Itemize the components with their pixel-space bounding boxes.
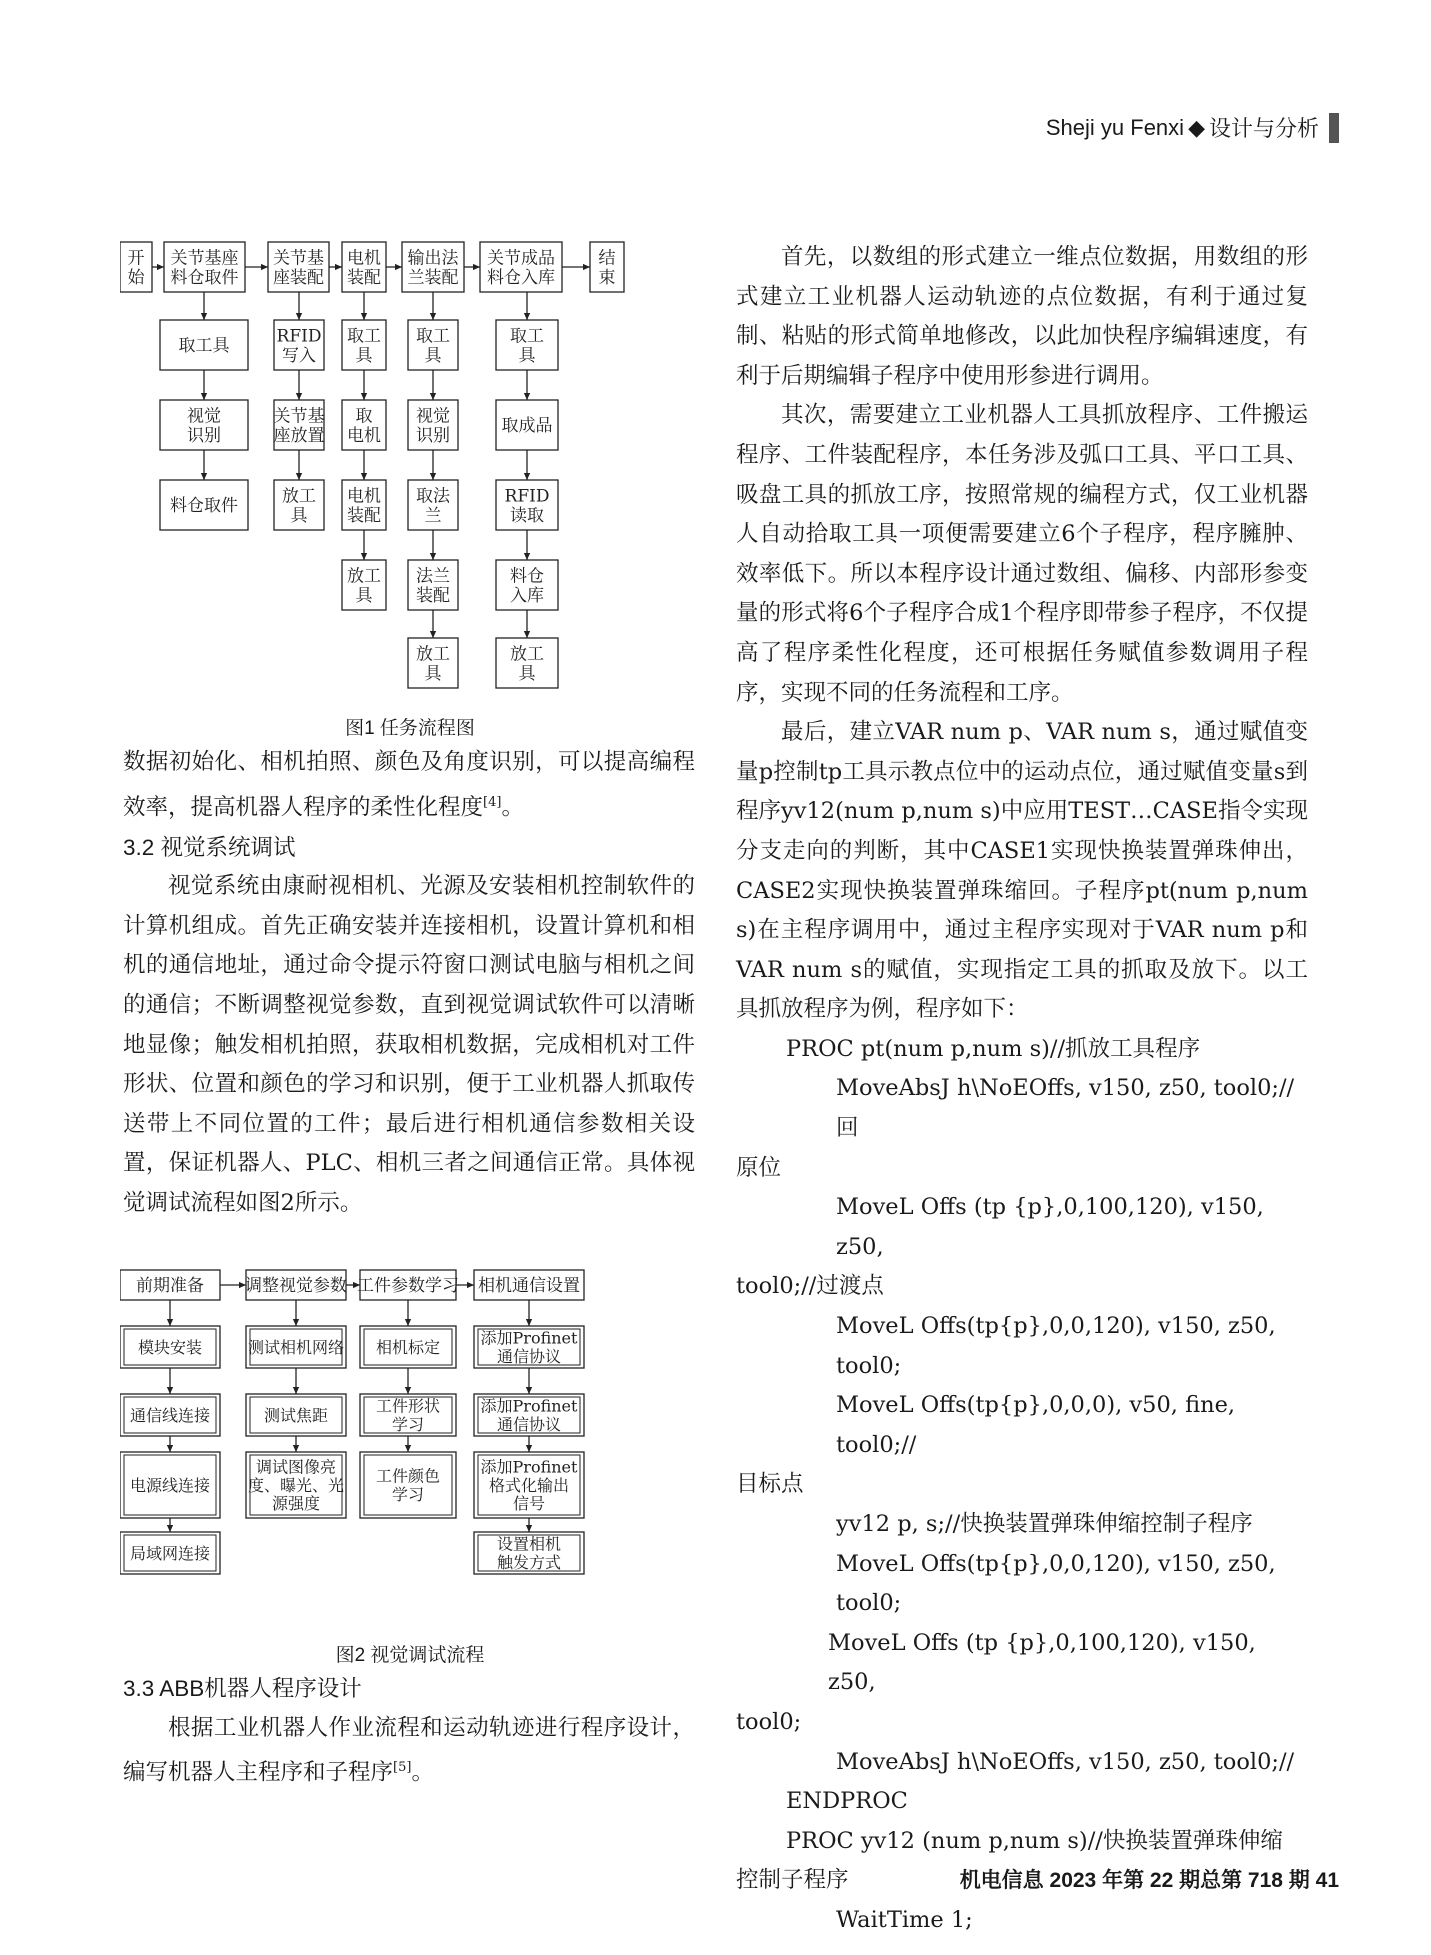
fig1-col4-box-2-text: 取法 bbox=[416, 486, 450, 507]
code-line: tool0;//过渡点 bbox=[736, 1273, 884, 1300]
fig1-col3-box-0-text: 具 bbox=[355, 345, 373, 366]
fig1-col4-arrow-4-head bbox=[430, 631, 436, 638]
fig1-top-box-3-text: 电机 bbox=[347, 248, 381, 269]
fig1-col1-box-2-text: 料仓取件 bbox=[170, 496, 238, 517]
fig1-top-box-4-text: 兰装配 bbox=[407, 267, 459, 288]
fig2-col4-box-2-text: 格式化输出 bbox=[488, 1475, 570, 1495]
right-paragraph-1: 首先，以数组的形式建立一维点位数据，用数组的形式建立工业机器人运动轨迹的点位数据，有利于通过复制、粘贴的形式简单地修改，以此加快程序编辑速度，有利于后期编辑子程序中使用形参进行调用。 bbox=[736, 244, 1308, 389]
fig2-col4-arrow-3-head bbox=[526, 1525, 532, 1532]
right-paragraph-2: 其次，需要建立工业机器人工具抓放程序、工件搬运程序、工件装配程序，本任务涉及弧口工具、平口工具、吸盘工具的抓放工序，按照常规的编程方式，仅工业机器人自动拾取工具一项便需要建立6个子程序，程序臃肿、效率低下。所以本程序设计通过数组、偏移、内部形参变量的形式将6个子程序合成1个程序即带参子程序，不仅提高了程序柔性化程度，还可根据任务赋值参数调用子程序，实现不同的任务流程和工序。 bbox=[736, 402, 1308, 706]
fig2-col1-box-3-text: 局域网连接 bbox=[129, 1543, 211, 1563]
fig1-col4-box-1-text: 识别 bbox=[416, 425, 450, 446]
fig1-top-box-0-text: 开 bbox=[127, 248, 145, 269]
fig1-col2-arrow-0-head bbox=[296, 313, 302, 320]
fig1-top-arrow-0-head bbox=[157, 264, 164, 270]
fig1-col5-box-3-text: 料仓 bbox=[510, 566, 544, 587]
fig1-col5-box-1-text: 取成品 bbox=[501, 416, 553, 437]
left-column bbox=[123, 743, 695, 1224]
left-paragraph-3: 根据工业机器人作业流程和运动轨迹进行程序设计，编写机器人主程序和子程序[5]。 bbox=[123, 1714, 695, 1786]
fig2-col4-box-1-text: 添加Profinet bbox=[480, 1396, 578, 1416]
fig1-col2-arrow-2-head bbox=[296, 473, 302, 480]
code-line: PROC yv12 (num p,num s)//快换装置弹珠伸缩 bbox=[786, 1827, 1283, 1854]
fig1-col1-box-0-text: 取工具 bbox=[178, 336, 230, 357]
figure1-caption: 图1 任务流程图 bbox=[345, 718, 475, 739]
fig1-col5-box-2-text: RFID bbox=[504, 486, 550, 507]
fig1-col3-box-1-text: 取 bbox=[355, 406, 373, 427]
fig1-col4-arrow-2-head bbox=[430, 473, 436, 480]
fig2-col3-box-2-text: 学习 bbox=[391, 1484, 425, 1504]
fig1-col5-arrow-1-head bbox=[524, 393, 530, 400]
fig2-header-text-1: 调整视觉参数 bbox=[245, 1276, 347, 1296]
fig1-col5-box-3-text: 入库 bbox=[510, 585, 544, 606]
right-paragraph-3: 最后，建立VAR num p、VAR num s，通过赋值变量p控制tp工具示教点位中的运动点位，通过赋值变量s到程序yv12(num p,num s)中应用TEST…CASE指令实现分支走向的判断，其中CASE1实现快换装置弹珠伸出，CASE2实现快换装置弹珠缩回。子程序pt(num p,num s)在主程序调用中，通过主程序实现对于VAR num p和VAR num s的赋值，实现指定工具的抓取及放下。以工具抓放程序为例，程序如下： bbox=[736, 719, 1308, 1023]
fig1-col2-arrow-1-head bbox=[296, 393, 302, 400]
fig2-col3-box-0-text: 相机标定 bbox=[375, 1337, 441, 1357]
fig1-col5-box-0-text: 取工 bbox=[510, 326, 544, 347]
fig2-col2-box-2-text: 源强度 bbox=[271, 1494, 321, 1514]
code-line: PROC pt(num p,num s)//抓放工具程序 bbox=[786, 1035, 1201, 1062]
fig2-col2-arrow-2-head bbox=[293, 1445, 299, 1452]
fig2-col4-box-1-text: 通信协议 bbox=[496, 1414, 562, 1434]
fig1-col3-arrow-3-head bbox=[361, 553, 367, 560]
fig2-header-text-3: 相机通信设置 bbox=[478, 1276, 580, 1296]
fig1-top-box-0-text: 始 bbox=[127, 267, 145, 288]
fig1-col3-box-3-text: 具 bbox=[355, 585, 373, 606]
fig2-col1-arrow-1-head bbox=[167, 1387, 173, 1394]
fig1-col2-box-2-text: 具 bbox=[290, 505, 308, 526]
fig1-col2-box-1-text: 关节基 bbox=[273, 406, 325, 427]
fig1-col3-arrow-0-head bbox=[361, 313, 367, 320]
fig2-col4-box-0-text: 添加Profinet bbox=[480, 1328, 578, 1348]
fig2-col4-box-0-text: 通信协议 bbox=[496, 1346, 562, 1366]
fig2-col3-box-2-text: 工件颜色 bbox=[375, 1466, 441, 1486]
fig1-top-arrow-3-head bbox=[395, 264, 402, 270]
fig2-col1-box-0-text: 模块安装 bbox=[137, 1337, 203, 1357]
code-line: MoveL Offs(tp{p},0,0,0), v50, fine, tool0;// bbox=[836, 1392, 1236, 1458]
fig2-header-arrow-2-head bbox=[467, 1282, 474, 1288]
fig1-col3-box-2-text: 电机 bbox=[347, 486, 381, 507]
fig1-col4-box-4-text: 放工 bbox=[416, 644, 450, 665]
fig1-col3-box-0-text: 取工 bbox=[347, 326, 381, 347]
fig1-top-box-3-text: 装配 bbox=[347, 267, 381, 288]
fig2-col4-arrow-1-head bbox=[526, 1387, 532, 1394]
fig1-top-box-5-text: 关节成品 bbox=[487, 248, 555, 269]
fig1-col4-box-1-text: 视觉 bbox=[416, 406, 450, 427]
fig1-col3-arrow-2-head bbox=[361, 473, 367, 480]
fig2-col2-box-2-text: 度、曝光、光 bbox=[247, 1475, 345, 1495]
fig1-top-arrow-1-head bbox=[261, 264, 268, 270]
code-line: tool0; bbox=[736, 1708, 802, 1735]
code-line: WaitTime 1; bbox=[836, 1906, 973, 1933]
fig2-col1-arrow-2-head bbox=[167, 1445, 173, 1452]
fig1-col5-box-4-text: 放工 bbox=[510, 644, 544, 665]
fig2-col3-box-1-text: 学习 bbox=[391, 1414, 425, 1434]
fig2-col4-box-2-text: 信号 bbox=[512, 1494, 546, 1514]
fig2-col4-box-3-text: 触发方式 bbox=[496, 1552, 562, 1572]
fig1-col4-box-3-text: 装配 bbox=[416, 585, 450, 606]
fig2-header-text-0: 前期准备 bbox=[136, 1276, 204, 1296]
fig1-col3-box-1-text: 电机 bbox=[347, 425, 381, 446]
fig1-col3-arrow-1-head bbox=[361, 393, 367, 400]
fig2-col2-arrow-0-head bbox=[293, 1319, 299, 1326]
running-header bbox=[1046, 112, 1339, 143]
fig1-col4-box-2-text: 兰 bbox=[424, 505, 442, 526]
header-latin: Sheji yu Fenxi bbox=[1045, 114, 1185, 140]
page-footer: 机电信息 2023 年第 22 期总第 718 期 41 bbox=[959, 1869, 1339, 1892]
header-title: 设计与分析 bbox=[1208, 116, 1319, 141]
fig1-col2-box-0-text: 写入 bbox=[282, 345, 316, 366]
fig1-col5-arrow-2-head bbox=[524, 473, 530, 480]
fig1-col5-arrow-0-head bbox=[524, 313, 530, 320]
fig1-col4-box-4-text: 具 bbox=[424, 663, 442, 684]
code-line: MoveAbsJ h\NoEOffs, v150, z50, tool0;// bbox=[836, 1748, 1295, 1775]
fig1-col4-box-0-text: 取工 bbox=[416, 326, 450, 347]
figure1-flowchart bbox=[120, 240, 700, 700]
fig1-top-box-1-text: 关节基座 bbox=[170, 248, 239, 269]
fig1-col4-box-3-text: 法兰 bbox=[416, 566, 450, 587]
fig2-col2-arrow-1-head bbox=[293, 1387, 299, 1394]
fig1-top-box-6-text: 结 bbox=[598, 248, 616, 269]
code-line: 目标点 bbox=[736, 1471, 804, 1498]
section-3-2-heading: 3.2 视觉系统调试 bbox=[123, 834, 296, 860]
fig2-col4-box-2-text: 添加Profinet bbox=[480, 1457, 578, 1477]
fig1-col4-arrow-3-head bbox=[430, 553, 436, 560]
code-line: 原位 bbox=[736, 1154, 782, 1181]
fig1-col1-box-1-text: 识别 bbox=[187, 425, 221, 446]
fig1-col3-box-2-text: 装配 bbox=[347, 505, 381, 526]
fig2-col3-arrow-2-head bbox=[405, 1445, 411, 1452]
code-listing bbox=[736, 1030, 1308, 1941]
fig2-col4-arrow-0-head bbox=[526, 1319, 532, 1326]
section-3-3-heading: 3.3 ABB机器人程序设计 bbox=[123, 1676, 362, 1701]
fig1-col5-arrow-4-head bbox=[524, 631, 530, 638]
left-paragraph-1: 数据初始化、相机拍照、颜色及角度识别，可以提高编程效率，提高机器人程序的柔性化程度[4]。 bbox=[123, 749, 695, 821]
figure2-caption: 图2 视觉调试流程 bbox=[335, 1645, 485, 1666]
fig1-col5-box-0-text: 具 bbox=[518, 345, 536, 366]
fig2-col3-box-1-text: 工件形状 bbox=[375, 1396, 441, 1416]
fig1-top-arrow-4-head bbox=[473, 264, 480, 270]
fig1-col2-box-1-text: 座放置 bbox=[273, 425, 325, 446]
fig2-col4-arrow-2-head bbox=[526, 1445, 532, 1452]
right-column bbox=[736, 238, 1308, 1941]
fig1-top-arrow-2-head bbox=[335, 264, 342, 270]
fig1-top-box-4-text: 输出法 bbox=[407, 248, 459, 269]
code-line: yv12 p, s;//快换装置弹珠伸缩控制子程序 bbox=[836, 1511, 1253, 1537]
fig1-col4-arrow-0-head bbox=[430, 313, 436, 320]
fig1-col1-arrow-2-head bbox=[201, 473, 207, 480]
fig1-col5-box-4-text: 具 bbox=[518, 663, 536, 684]
fig1-col2-box-2-text: 放工 bbox=[282, 486, 316, 507]
fig2-col3-arrow-1-head bbox=[405, 1387, 411, 1394]
fig1-col1-arrow-1-head bbox=[201, 393, 207, 400]
fig2-col2-box-1-text: 测试焦距 bbox=[263, 1405, 329, 1425]
left-column-bottom bbox=[123, 1669, 695, 1793]
code-line: ENDPROC bbox=[786, 1788, 908, 1815]
fig2-header-text-2: 工件参数学习 bbox=[357, 1276, 459, 1296]
figure2-flowchart bbox=[120, 1268, 700, 1630]
fig1-col3-box-3-text: 放工 bbox=[347, 566, 381, 587]
fig2-col1-box-1-text: 通信线连接 bbox=[129, 1405, 211, 1425]
left-paragraph-2: 视觉系统由康耐视相机、光源及安装相机控制软件的计算机组成。首先正确安装并连接相机，设置计算机和相机的通信地址，通过命令提示符窗口测试电脑与相机之间的通信；不断调整视觉参数，直到视觉调试软件可以清晰地显像；触发相机拍照，获取相机数据，完成相机对工件形状、位置和颜色的学习和识别，便于工业机器人抓取传送带上不同位置的工件；最后进行相机通信参数相关设置，保证机器人、PLC、相机三者之间通信正常。具体视觉调试流程如图2所示。 bbox=[123, 873, 695, 1217]
header-bar bbox=[1329, 113, 1339, 143]
code-line: 控制子程序 bbox=[736, 1867, 849, 1894]
code-line: MoveAbsJ h\NoEOffs, v150, z50, tool0;//回 bbox=[836, 1075, 1295, 1142]
fig2-col2-box-0-text: 测试相机网络 bbox=[247, 1337, 345, 1357]
fig2-col1-box-2-text: 电源线连接 bbox=[129, 1475, 211, 1495]
fig2-col4-box-3-text: 设置相机 bbox=[496, 1534, 562, 1554]
fig1-col4-box-0-text: 具 bbox=[424, 345, 442, 366]
fig1-top-box-1-text: 料仓取件 bbox=[170, 267, 239, 288]
fig2-col2-box-2-text: 调试图像亮 bbox=[255, 1457, 337, 1477]
code-line: MoveL Offs (tp {p},0,100,120), v150, z50, bbox=[836, 1194, 1264, 1260]
fig1-col5-box-2-text: 读取 bbox=[510, 505, 544, 526]
fig1-col4-arrow-1-head bbox=[430, 393, 436, 400]
fig1-top-box-2-text: 座装配 bbox=[273, 267, 324, 288]
code-line: MoveL Offs (tp {p},0,100,120), v150, z50, bbox=[828, 1629, 1256, 1696]
fig1-col2-box-0-text: RFID bbox=[276, 326, 322, 347]
fig2-col1-arrow-3-head bbox=[167, 1525, 173, 1532]
fig2-col3-arrow-0-head bbox=[405, 1319, 411, 1326]
fig1-col5-arrow-3-head bbox=[524, 553, 530, 560]
fig2-col1-arrow-0-head bbox=[167, 1319, 173, 1326]
fig1-top-box-5-text: 料仓入库 bbox=[487, 267, 555, 288]
fig1-col1-arrow-0-head bbox=[201, 313, 207, 320]
code-line: MoveL Offs(tp{p},0,0,120), v150, z50, tool0; bbox=[836, 1550, 1276, 1617]
fig1-col1-box-1-text: 视觉 bbox=[187, 406, 221, 427]
fig1-top-box-2-text: 关节基 bbox=[273, 248, 324, 269]
header-diamond: ◆ bbox=[1188, 114, 1205, 140]
code-line: MoveL Offs(tp{p},0,0,120), v150, z50, tool0; bbox=[836, 1313, 1276, 1379]
fig1-top-box-6-text: 束 bbox=[598, 267, 616, 288]
fig1-top-arrow-5-head bbox=[583, 264, 590, 270]
